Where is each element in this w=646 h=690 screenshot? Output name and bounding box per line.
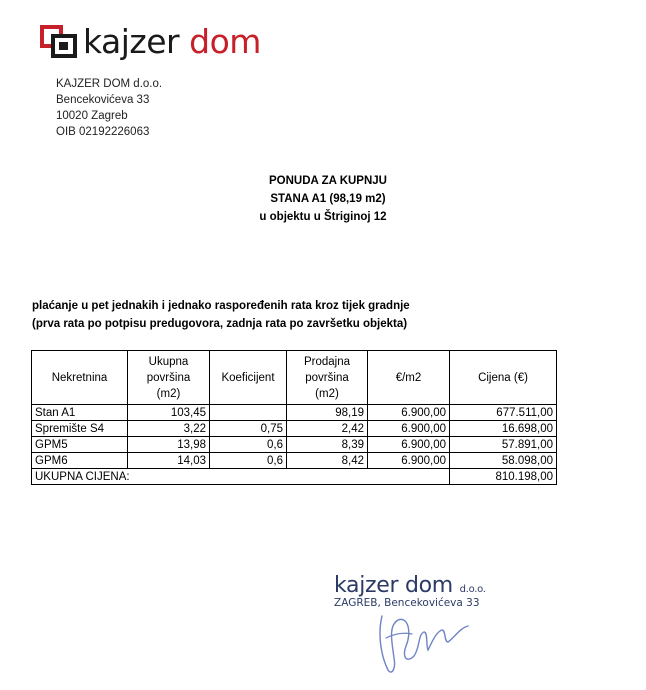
table-header-cell: Nekretnina <box>32 351 128 405</box>
table-cell: 13,98 <box>128 437 210 453</box>
table-cell: 57.891,00 <box>450 437 557 453</box>
offer-title <box>0 172 646 226</box>
table-row <box>32 421 557 437</box>
company-oib: OIB 02192226063 <box>56 126 150 138</box>
stamp-street: ZAGREB, Bencekovićeva 33 <box>334 597 480 609</box>
logo-mark-icon <box>40 25 80 59</box>
company-name: KAJZER DOM d.o.o. <box>56 78 163 90</box>
table-cell: Spremište S4 <box>32 421 128 437</box>
payment-terms-line2: (prva rata po potpisu predugovora, zadnja rata po završetku objekta) <box>32 318 408 330</box>
table-cell <box>287 469 368 485</box>
table-cell: 6.900,00 <box>368 453 450 469</box>
logo-wordmark <box>83 22 261 61</box>
company-city: 10020 Zagreb <box>56 110 128 122</box>
table-header-row <box>32 351 557 405</box>
table-header-cell: Prodajna površina (m2) <box>287 351 368 405</box>
stamp-suffix: d.o.o. <box>459 584 486 595</box>
table-cell: 58.098,00 <box>450 453 557 469</box>
offer-title-line2: STANA A1 (98,19 m2) <box>270 193 386 205</box>
price-table <box>31 350 557 485</box>
company-street: Bencekovićeva 33 <box>56 94 150 106</box>
logo-word-kajzer: kajzer <box>83 22 180 61</box>
table-header-cell: Ukupna površina (m2) <box>128 351 210 405</box>
company-logo <box>40 22 261 61</box>
stamp-name <box>334 573 486 598</box>
table-cell <box>210 405 287 421</box>
table-cell: Stan A1 <box>32 405 128 421</box>
table-row <box>32 437 557 453</box>
total-value: 810.198,00 <box>450 469 557 485</box>
payment-terms <box>32 297 410 333</box>
table-header-cell: Cijena (€) <box>450 351 557 405</box>
logo-word-dom: dom <box>189 22 261 61</box>
offer-title-line1: PONUDA ZA KUPNJU <box>269 175 387 187</box>
table-cell: 16.698,00 <box>450 421 557 437</box>
table-row <box>32 405 557 421</box>
stamp-name-text: kajzer dom <box>334 573 453 598</box>
offer-title-line3: u objektu u Štriginoj 12 <box>259 211 387 223</box>
payment-terms-line1: plaćanje u pet jednakih i jednako raspoređenih rata kroz tijek gradnje <box>32 300 410 312</box>
table-cell: 677.511,00 <box>450 405 557 421</box>
table-total-row <box>32 469 557 485</box>
table-cell: 6.900,00 <box>368 437 450 453</box>
company-address <box>56 76 162 140</box>
table-cell: 103,45 <box>128 405 210 421</box>
table-cell: 8,39 <box>287 437 368 453</box>
table-cell <box>368 469 450 485</box>
table-cell: 0,6 <box>210 437 287 453</box>
table-cell: 0,75 <box>210 421 287 437</box>
table-cell: 8,42 <box>287 453 368 469</box>
table-cell: 3,22 <box>128 421 210 437</box>
table-cell: GPM5 <box>32 437 128 453</box>
table-cell: GPM6 <box>32 453 128 469</box>
table-cell: 0,6 <box>210 453 287 469</box>
table-cell: 6.900,00 <box>368 421 450 437</box>
table-row <box>32 453 557 469</box>
total-label: UKUPNA CIJENA: <box>32 469 210 485</box>
table-header-cell: Koeficijent <box>210 351 287 405</box>
table-header-cell: €/m2 <box>368 351 450 405</box>
table-cell: 14,03 <box>128 453 210 469</box>
table-cell: 2,42 <box>287 421 368 437</box>
table-cell: 6.900,00 <box>368 405 450 421</box>
table-cell: 98,19 <box>287 405 368 421</box>
handwritten-signature <box>368 598 478 685</box>
table-cell <box>210 469 287 485</box>
